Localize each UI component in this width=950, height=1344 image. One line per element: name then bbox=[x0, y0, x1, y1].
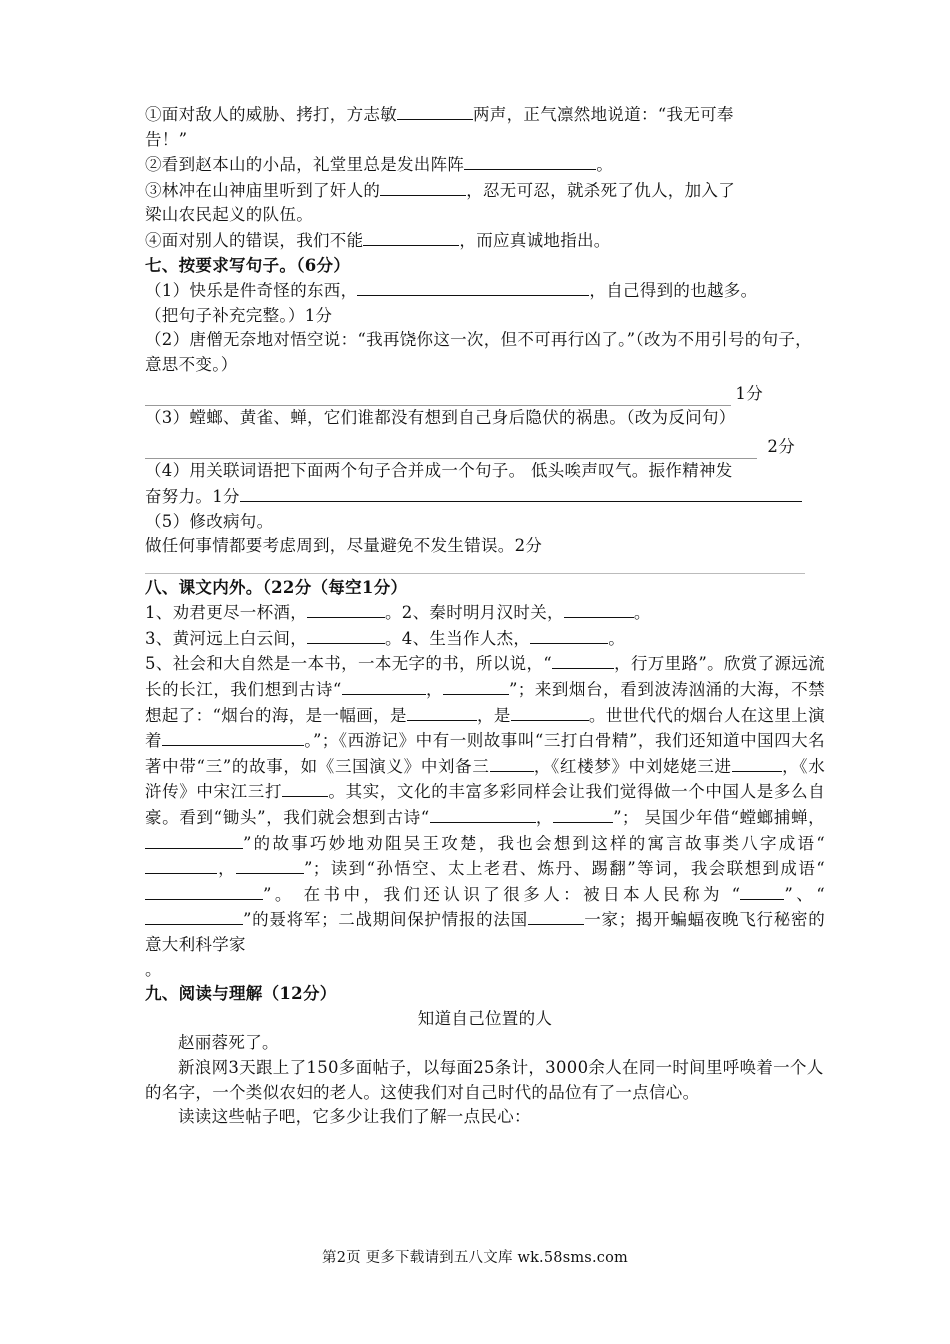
blank bbox=[732, 754, 782, 772]
text: 。 bbox=[145, 959, 162, 979]
blank bbox=[363, 228, 459, 246]
text: 。 bbox=[596, 155, 614, 175]
q7-sentence-2: （2）唐僧无奈地对悟空说：“我再饶你这一次，但不可再行凶了。”（改为不用引号的句子，意思不变。） bbox=[145, 330, 812, 374]
blank bbox=[145, 856, 217, 874]
answer-line-5 bbox=[145, 559, 805, 574]
section-9-title: 九、阅读与理解（12分） bbox=[145, 984, 337, 1004]
blank bbox=[145, 907, 243, 925]
blank bbox=[443, 677, 473, 695]
blank bbox=[530, 626, 608, 644]
q7-sentence-3: （3）螳螂、黄雀、蝉，它们谁都没有想到自己身后隐伏的祸患。（改为反问句） bbox=[145, 408, 736, 428]
blank bbox=[282, 779, 328, 797]
text: ，《水浒传》中宋江三打 bbox=[145, 756, 825, 802]
text: 1、劝君更尽一杯酒， bbox=[145, 603, 307, 623]
blank bbox=[464, 152, 596, 170]
text: 。2、秦时明月汉时关， bbox=[385, 603, 564, 623]
text: 告！” bbox=[145, 129, 188, 149]
blank bbox=[528, 907, 584, 925]
q7-sentence-4 bbox=[145, 459, 825, 509]
blank bbox=[397, 102, 473, 120]
line bbox=[145, 440, 757, 459]
text: 。世世代代的烟台人在这里上演着 bbox=[145, 705, 825, 751]
blank bbox=[307, 626, 385, 644]
text: 。 bbox=[633, 603, 651, 623]
blank bbox=[511, 703, 589, 721]
q6-item-2 bbox=[145, 152, 825, 178]
text: ”的故事巧妙地劝阻吴王攻楚，我也会想到这样的寓言故事类八字成语“ bbox=[243, 833, 825, 853]
text: 。”；《西游记》中有一则故事叫“三打白骨精”，我们还知道中国四大名著中带“三”的故事，如《三国演义》中刘备三 bbox=[145, 731, 825, 776]
q6-item-1 bbox=[145, 102, 825, 152]
text: 梁山农民起义的队伍。 bbox=[145, 205, 313, 225]
q7-sentence-5: （5）修改病句。 bbox=[145, 511, 274, 531]
text: ， bbox=[425, 680, 444, 700]
section-7-title: 七、按要求写句子。（6分） bbox=[145, 255, 351, 275]
text: 一家；揭开蝙蝠夜晚飞行秘密的意大利科学家 bbox=[145, 910, 825, 954]
text: 两声，正气凛然地说道：“我无可奉 bbox=[473, 105, 734, 124]
line bbox=[145, 387, 731, 406]
text: （4）用关联词语把下面两个句子合并成一个句子。 低头唉声叹气。振作精神发 bbox=[145, 461, 733, 481]
score: 1分 bbox=[735, 383, 763, 403]
article-title: 知道自己位置的人 bbox=[417, 1008, 553, 1028]
blank bbox=[552, 651, 614, 669]
q6-item-3 bbox=[145, 178, 825, 228]
blank bbox=[380, 178, 466, 196]
article-paragraph-2: 新浪网3天跟上了150多面帖子，以每面25条计，3000余人在同一时间里呼唤着一个人的名字，一个类似农妇的老人。这使我们对自己时代的品位有了一点信心。 bbox=[145, 1057, 824, 1102]
blank bbox=[490, 754, 534, 772]
q7-sentence-5b: 做任何事情都要考虑周到，尽量避免不发生错误。2分 bbox=[145, 536, 543, 556]
text: ”；来到烟台，看到波涛汹涌的大海，不禁想起了：“烟台的海，是一幅画，是 bbox=[145, 680, 825, 725]
text: ，而应真诚地指出。 bbox=[459, 230, 611, 250]
blank bbox=[240, 484, 802, 502]
section-8-title: 八、课文内外。（22分（每空1分） bbox=[145, 577, 408, 597]
q6-item-4 bbox=[145, 228, 825, 254]
text: ， bbox=[217, 859, 237, 879]
text: （把句子补充完整。）1分 bbox=[145, 305, 333, 325]
text: 3、黄河远上白云间， bbox=[145, 628, 307, 648]
blank bbox=[145, 831, 243, 849]
text: ， bbox=[535, 808, 554, 828]
article-paragraph-3: 读读这些帖子吧，它多少让我们了解一点民心： bbox=[178, 1107, 531, 1127]
text: ”、“ bbox=[784, 884, 825, 904]
blank bbox=[342, 677, 426, 695]
text: ①面对敌人的威胁、拷打，方志敏 bbox=[145, 105, 397, 124]
blank bbox=[145, 882, 263, 900]
text: 5、社会和大自然是一本书，一本无字的书，所以说，“ bbox=[145, 654, 553, 674]
text: ”的聂将军；二战期间保护情报的法国 bbox=[243, 910, 528, 930]
text: 奋努力。1分 bbox=[145, 486, 240, 506]
blank bbox=[236, 856, 304, 874]
blank bbox=[357, 278, 589, 296]
answer-line-2 bbox=[145, 382, 825, 407]
text: 。 bbox=[608, 628, 626, 648]
text: ，是 bbox=[476, 705, 511, 725]
q7-sentence-1 bbox=[145, 278, 825, 328]
q8-line-2 bbox=[145, 626, 825, 652]
blank bbox=[740, 882, 784, 900]
text: ，忍无可忍，就杀死了仇人，加入了 bbox=[466, 180, 736, 200]
blank bbox=[307, 600, 385, 618]
text: ”； 吴国少年借“螳螂捕蝉， bbox=[613, 808, 825, 828]
text: （1）快乐是件奇怪的东西， bbox=[145, 281, 358, 301]
blank bbox=[407, 703, 477, 721]
page-footer: 第2页 更多下载请到五八文库 wk.58sms.com bbox=[322, 1250, 628, 1266]
blank bbox=[564, 600, 634, 618]
text: ”；读到“孙悟空、太上老君、炼丹、踢翻”等词，我会联想到成语“ bbox=[304, 859, 825, 879]
text: ③林冲在山神庙里听到了奸人的 bbox=[145, 180, 381, 200]
text: ，自己得到的也越多。 bbox=[589, 281, 758, 301]
text: ”。 在书中，我们还认识了很多人：被日本人民称为 “ bbox=[263, 884, 741, 904]
text: 。4、生当作人杰， bbox=[385, 628, 531, 648]
blank bbox=[430, 805, 536, 823]
text: ②看到赵本山的小品，礼堂里总是发出阵阵 bbox=[145, 155, 465, 175]
blank bbox=[162, 728, 304, 746]
blank bbox=[553, 805, 613, 823]
score: 2分 bbox=[767, 436, 795, 456]
blank bbox=[473, 677, 509, 695]
q8-paragraph-5 bbox=[145, 651, 825, 982]
document-page bbox=[145, 102, 825, 1130]
text: ，《红楼梦》中刘姥姥三进 bbox=[533, 756, 732, 776]
text: 。其实，文化的丰富多彩同样会让我们觉得做一个中国人是多么自豪。看到“锄头”，我们就会想到古诗“ bbox=[145, 782, 826, 828]
text: ，行万里路”。欣赏了源远流长的长江，我们想到古诗“ bbox=[145, 654, 826, 700]
q8-line-1 bbox=[145, 600, 825, 626]
answer-line-3 bbox=[145, 435, 825, 460]
article-paragraph-1: 赵丽蓉死了。 bbox=[178, 1033, 279, 1053]
text: ④面对别人的错误，我们不能 bbox=[145, 230, 364, 250]
